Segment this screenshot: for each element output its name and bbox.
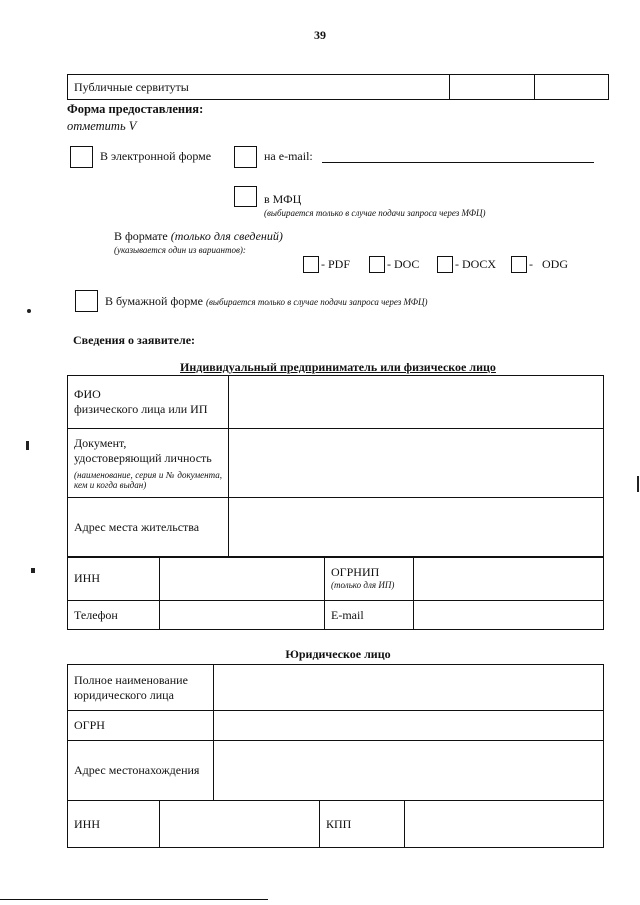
pdf-checkbox[interactable] [303, 256, 319, 273]
legal-inn-label: ИНН [68, 801, 160, 848]
email-label-cell: E-mail [325, 601, 414, 630]
applicant-heading: Сведения о заявителе: [73, 333, 196, 347]
doc-input[interactable] [229, 429, 604, 498]
doc-line1: Документ, [74, 435, 127, 450]
odg-label: - ODG [529, 257, 568, 271]
legal-inn-input[interactable] [160, 801, 320, 848]
legal-name-label [68, 665, 214, 711]
servitude-cell-b[interactable] [535, 75, 609, 100]
electronic-checkbox[interactable] [70, 146, 93, 168]
doc-label [68, 429, 229, 498]
mfc-label: в МФЦ [264, 192, 302, 206]
inn-label: ИНН [68, 557, 160, 601]
email-label: на e-mail: [264, 149, 313, 163]
email-checkbox[interactable] [234, 146, 257, 168]
kpp-label: КПП [320, 801, 405, 848]
scan-speck [26, 441, 29, 450]
odg-checkbox[interactable] [511, 256, 527, 273]
electronic-label: В электронной форме [100, 149, 212, 163]
format-label [114, 229, 283, 244]
doc-label: - DOC [387, 257, 420, 271]
paper-note: (выбирается только в случае подачи запроса через МФЦ) [205, 297, 428, 307]
scan-speck [637, 476, 639, 492]
servitude-label: Публичные сервитуты [68, 75, 450, 100]
paper-label: В бумажной форме [105, 294, 203, 308]
mfc-checkbox[interactable] [234, 186, 257, 207]
fio-line2: физического лица или ИП [74, 402, 208, 416]
doc-checkbox[interactable] [369, 256, 385, 273]
fio-line1: ФИО [74, 387, 101, 401]
ogrnip-label [325, 557, 414, 601]
delivery-heading: Форма предоставления: [67, 102, 204, 116]
format-prefix: В формате [114, 229, 168, 243]
paper-label-group [105, 294, 428, 309]
legal-table [67, 664, 604, 801]
footer-line [0, 899, 268, 900]
format-note: (указывается один из вариантов): [114, 245, 246, 255]
scan-speck [31, 568, 35, 573]
mfc-note: (выбирается только в случае подачи запроса через МФЦ) [264, 208, 486, 218]
delivery-instruction: отметить V [67, 119, 137, 133]
ogrnip-input[interactable] [414, 557, 604, 601]
address-label: Адрес места жительства [68, 498, 229, 558]
pdf-label: - PDF [321, 257, 351, 271]
servitude-cell-a[interactable] [450, 75, 535, 100]
address-input[interactable] [229, 498, 604, 558]
fio-label [68, 376, 229, 429]
fio-input[interactable] [229, 376, 604, 429]
kpp-input[interactable] [405, 801, 604, 848]
phone-label: Телефон [68, 601, 160, 630]
email-input[interactable] [414, 601, 604, 630]
ogrnip-note: (только для ИП) [331, 580, 395, 591]
paper-checkbox[interactable] [75, 290, 98, 312]
individual-ids-table [67, 556, 604, 630]
legal-address-input[interactable] [214, 741, 604, 801]
legal-name-input[interactable] [214, 665, 604, 711]
inn-input[interactable] [160, 557, 325, 601]
ogrn-label: ОГРН [68, 711, 214, 741]
page-number: 39 [314, 28, 326, 42]
legal-title: Юридическое лицо [285, 647, 391, 661]
docx-checkbox[interactable] [437, 256, 453, 273]
ogrn-input[interactable] [214, 711, 604, 741]
servitude-row-table [67, 74, 609, 100]
doc-note: (наименование, серия и № документа, кем и когда выдан) [74, 469, 222, 490]
docx-label: - DOCX [455, 257, 496, 271]
legal-name-line1: Полное наименование [74, 672, 188, 687]
email-input-line[interactable] [322, 162, 594, 163]
legal-address-label: Адрес местонахождения [68, 741, 214, 801]
ogrnip-title: ОГРНИП [331, 565, 380, 580]
legal-ids-table [67, 800, 604, 848]
scan-speck [27, 309, 31, 313]
doc-line2: удостоверяющий личность [74, 450, 212, 465]
format-only-note: (только для сведений) [170, 229, 283, 243]
individual-table [67, 375, 604, 558]
phone-input[interactable] [160, 601, 325, 630]
individual-title: Индивидуальный предприниматель или физическое лицо [180, 360, 496, 374]
legal-name-line2: юридического лица [74, 687, 174, 702]
